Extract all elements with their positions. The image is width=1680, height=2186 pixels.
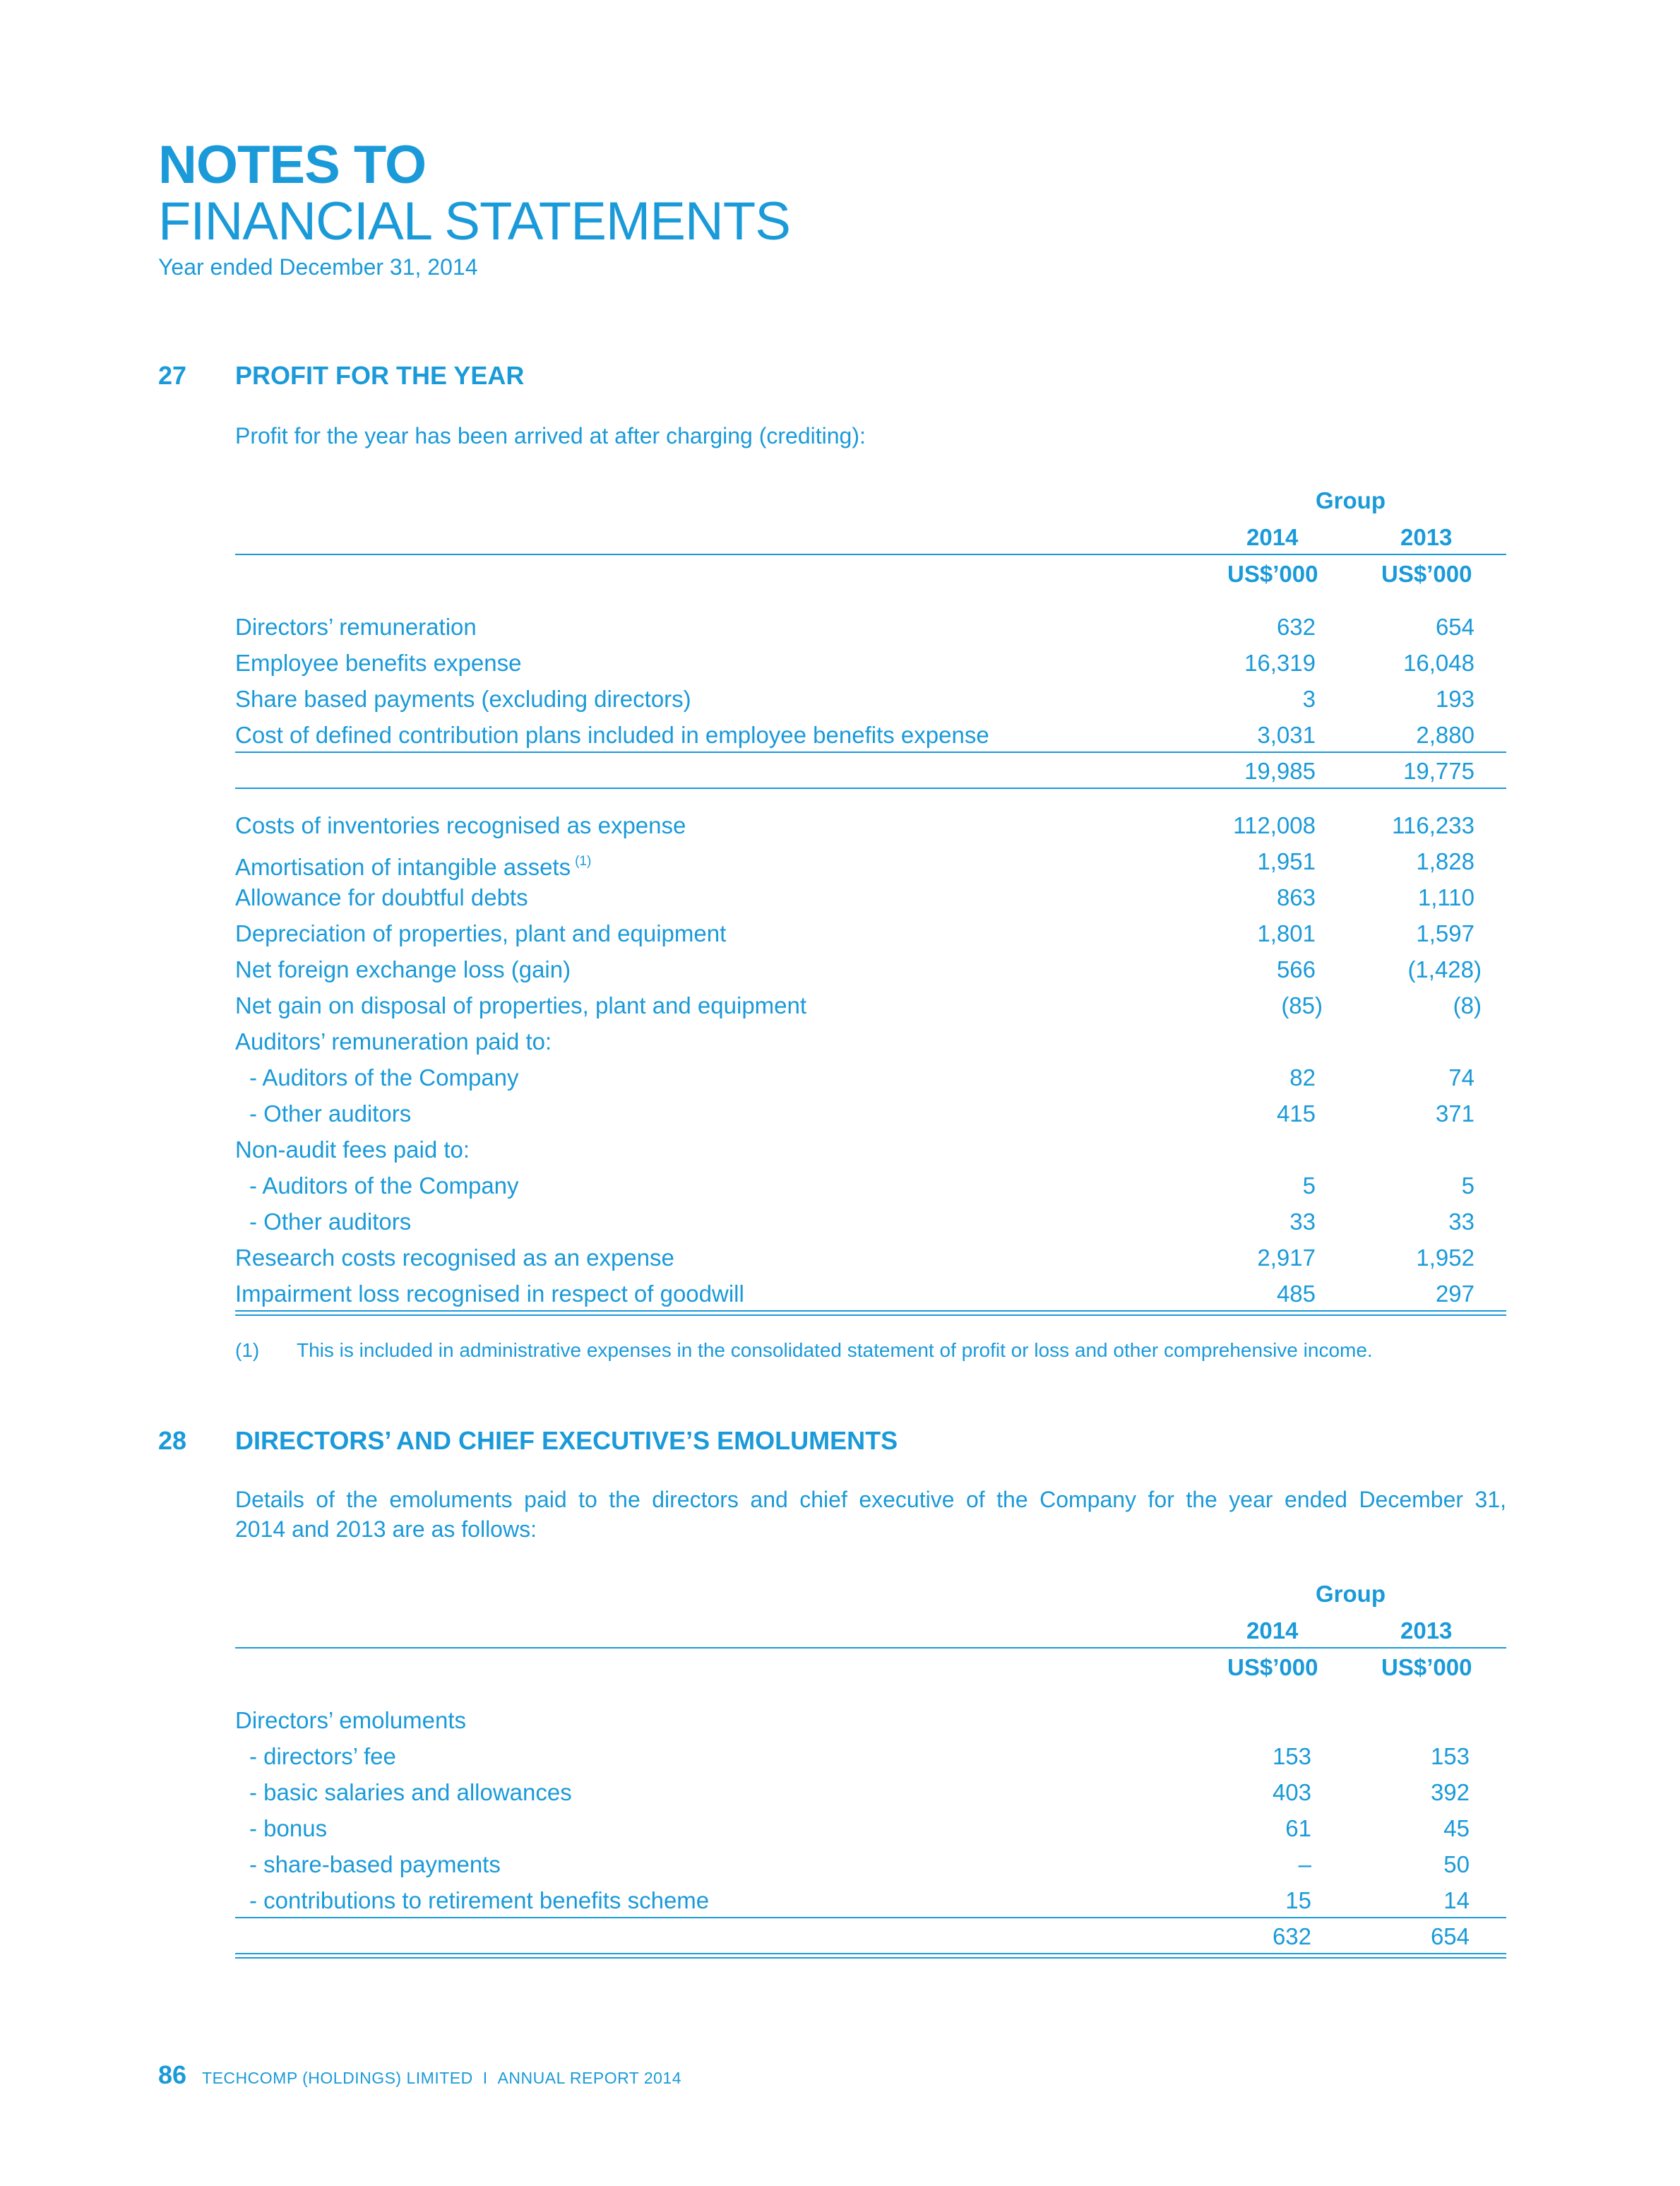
table-row bbox=[235, 1774, 1506, 1810]
value-2013: 153 bbox=[1430, 1743, 1470, 1769]
value-2013: 1,110 bbox=[1417, 884, 1475, 910]
row-label bbox=[235, 879, 528, 915]
total-rule-1 bbox=[235, 1310, 1506, 1312]
value-2014: 632 bbox=[1276, 614, 1316, 640]
row-label-text: Depreciation of properties, plant and equipment bbox=[235, 920, 727, 946]
table-row bbox=[235, 1204, 1506, 1240]
row-label bbox=[235, 807, 686, 843]
value-2013: 2,880 bbox=[1416, 722, 1475, 748]
row-label-text: - Auditors of the Company bbox=[249, 1172, 519, 1199]
row-label bbox=[235, 1131, 470, 1168]
section-27-number: 27 bbox=[158, 361, 187, 390]
value-2013: 1,828 bbox=[1416, 848, 1475, 874]
row-label-text: - contributions to retirement benefits scheme bbox=[249, 1887, 710, 1913]
table-row bbox=[235, 1702, 1506, 1738]
row-label-text: Non-audit fees paid to: bbox=[235, 1136, 470, 1163]
value-2013: 19,775 bbox=[1403, 758, 1475, 784]
row-label-text: Costs of inventories recognised as expense bbox=[235, 812, 686, 838]
row-label-text: Net foreign exchange loss (gain) bbox=[235, 956, 571, 982]
total-rule-2 bbox=[235, 1957, 1506, 1959]
row-label-text: - Other auditors bbox=[249, 1208, 412, 1235]
value-2014: 1,801 bbox=[1257, 920, 1316, 946]
row-label-text: Net gain on disposal of properties, plant and equipment bbox=[235, 992, 807, 1018]
header-rule bbox=[235, 1647, 1506, 1649]
table-row bbox=[235, 915, 1506, 951]
header-title-bold: NOTES TO bbox=[158, 135, 427, 195]
value-2013: (8) bbox=[1453, 992, 1482, 1018]
section-28-title: DIRECTORS’ AND CHIEF EXECUTIVE’S EMOLUMENTS bbox=[235, 1426, 898, 1455]
value-2014: 3,031 bbox=[1257, 722, 1316, 748]
row-label-text: Directors’ emoluments bbox=[235, 1707, 467, 1733]
value-2014: 566 bbox=[1276, 956, 1316, 982]
table-row bbox=[235, 1240, 1506, 1276]
table-row bbox=[235, 1023, 1506, 1059]
table-row bbox=[235, 1810, 1506, 1846]
table-row bbox=[235, 681, 1506, 717]
row-label-text: Employee benefits expense bbox=[235, 650, 522, 676]
table-row bbox=[235, 717, 1506, 753]
table-row bbox=[235, 1882, 1506, 1918]
value-2014: 1,951 bbox=[1257, 848, 1316, 874]
value-2014: 632 bbox=[1272, 1923, 1311, 1949]
section-28-intro-line1: Details of the emoluments paid to the directors and chief executive of the Company for the year ended December 31, bbox=[235, 1487, 1506, 1512]
value-2013: 50 bbox=[1443, 1851, 1470, 1877]
row-label bbox=[249, 1774, 572, 1810]
header-subtitle: Year ended December 31, 2014 bbox=[158, 254, 478, 280]
row-label bbox=[235, 645, 521, 681]
year-2013-header: 2013 bbox=[1400, 1617, 1453, 1644]
value-2013: 45 bbox=[1443, 1815, 1470, 1841]
table-row bbox=[235, 1276, 1506, 1312]
value-2014: 5 bbox=[1302, 1172, 1316, 1199]
row-label-text: Research costs recognised as an expense bbox=[235, 1245, 674, 1271]
value-2014: 485 bbox=[1276, 1281, 1316, 1307]
row-label-text: Impairment loss recognised in respect of goodwill bbox=[235, 1281, 744, 1307]
value-2013: 116,233 bbox=[1392, 812, 1475, 838]
table-row bbox=[235, 1168, 1506, 1204]
value-2014: 112,008 bbox=[1233, 812, 1316, 838]
value-2014: 61 bbox=[1285, 1815, 1311, 1841]
group-header: Group bbox=[1316, 1581, 1386, 1607]
value-2013: 193 bbox=[1435, 686, 1475, 712]
table-row bbox=[235, 1059, 1506, 1095]
table-row bbox=[235, 609, 1506, 645]
footer-report: ANNUAL REPORT 2014 bbox=[497, 2069, 681, 2087]
value-2014: 3 bbox=[1302, 686, 1316, 712]
value-2014: 153 bbox=[1272, 1743, 1311, 1769]
footnote-text: This is included in administrative expenses in the consolidated statement of profit or loss and other comprehensive income. bbox=[297, 1339, 1373, 1361]
value-2014: 863 bbox=[1276, 884, 1316, 910]
value-2013: (1,428) bbox=[1407, 956, 1482, 982]
value-2013: 654 bbox=[1435, 614, 1475, 640]
table-row bbox=[235, 645, 1506, 681]
table-row bbox=[235, 879, 1506, 915]
row-label bbox=[235, 717, 989, 753]
row-label-text: - bonus bbox=[249, 1815, 328, 1841]
section-27-title: PROFIT FOR THE YEAR bbox=[235, 361, 525, 390]
value-2014: 16,319 bbox=[1244, 650, 1316, 676]
value-2013: 14 bbox=[1443, 1887, 1470, 1913]
value-2013: 5 bbox=[1461, 1172, 1475, 1199]
footnote-marker: (1) bbox=[235, 1339, 260, 1361]
row-label bbox=[249, 1846, 501, 1882]
header-title-light: FINANCIAL STATEMENTS bbox=[158, 191, 790, 251]
total-row bbox=[235, 1918, 1506, 1954]
value-2014: 15 bbox=[1285, 1887, 1311, 1913]
row-label bbox=[235, 915, 726, 951]
value-2013: 297 bbox=[1435, 1281, 1475, 1307]
value-2014: 415 bbox=[1276, 1100, 1316, 1127]
footer-separator: I bbox=[482, 2069, 488, 2087]
row-label bbox=[249, 1882, 709, 1918]
section-28-number: 28 bbox=[158, 1426, 187, 1455]
row-label-text: Directors’ remuneration bbox=[235, 614, 477, 640]
row-label bbox=[235, 1702, 466, 1738]
section-27-intro: Profit for the year has been arrived at after charging (crediting): bbox=[235, 423, 866, 449]
table-row bbox=[235, 951, 1506, 987]
row-label-text: - basic salaries and allowances bbox=[249, 1779, 572, 1805]
row-label-text: Cost of defined contribution plans included in employee benefits expense bbox=[235, 722, 989, 748]
row-label bbox=[235, 681, 691, 717]
row-label bbox=[235, 987, 806, 1023]
row-label bbox=[249, 1168, 519, 1204]
unit-2013-header: US$’000 bbox=[1381, 1654, 1472, 1680]
unit-2014-header: US$’000 bbox=[1227, 561, 1318, 587]
row-label bbox=[235, 1240, 674, 1276]
value-2013: 371 bbox=[1435, 1100, 1475, 1127]
section-28-intro-line2: 2014 and 2013 are as follows: bbox=[235, 1516, 537, 1542]
group-header: Group bbox=[1316, 487, 1386, 513]
row-label-text: Share based payments (excluding directors) bbox=[235, 686, 691, 712]
value-2014: 2,917 bbox=[1257, 1245, 1316, 1271]
page-footer bbox=[158, 2062, 681, 2088]
value-2013: 1,952 bbox=[1416, 1245, 1475, 1271]
row-label bbox=[249, 1059, 519, 1095]
table-row bbox=[235, 1846, 1506, 1882]
year-2014-header: 2014 bbox=[1246, 1617, 1299, 1644]
table-row bbox=[235, 1738, 1506, 1774]
row-label-text: Allowance for doubtful debts bbox=[235, 884, 528, 910]
footer-company: TECHCOMP (HOLDINGS) LIMITED bbox=[202, 2069, 473, 2087]
row-label bbox=[235, 951, 571, 987]
year-2013-header: 2013 bbox=[1400, 524, 1453, 550]
subtotal-row bbox=[235, 753, 1506, 789]
table-row bbox=[235, 807, 1506, 843]
value-2013: 74 bbox=[1448, 1064, 1475, 1091]
row-label bbox=[249, 1204, 411, 1240]
total-rule-2 bbox=[235, 1314, 1506, 1316]
row-label-text: - Other auditors bbox=[249, 1100, 412, 1127]
row-label-text: - share-based payments bbox=[249, 1851, 501, 1877]
row-label bbox=[249, 1738, 396, 1774]
unit-2014-header: US$’000 bbox=[1227, 1654, 1318, 1680]
subtotal-rule-bottom bbox=[235, 788, 1506, 789]
row-label-text: Auditors’ remuneration paid to: bbox=[235, 1028, 552, 1055]
row-label bbox=[235, 609, 477, 645]
row-label bbox=[235, 1276, 744, 1312]
value-2014: 33 bbox=[1289, 1208, 1316, 1235]
unit-2013-header: US$’000 bbox=[1381, 561, 1472, 587]
value-2013: 392 bbox=[1430, 1779, 1470, 1805]
value-2013: 33 bbox=[1448, 1208, 1475, 1235]
row-label bbox=[249, 1095, 411, 1131]
table-row bbox=[235, 843, 1506, 879]
value-2014: – bbox=[1298, 1851, 1311, 1877]
row-label-text: - Auditors of the Company bbox=[249, 1064, 519, 1091]
page-number: 86 bbox=[158, 2060, 187, 2089]
value-2014: (85) bbox=[1281, 992, 1323, 1018]
table-row bbox=[235, 1095, 1506, 1131]
value-2013: 16,048 bbox=[1403, 650, 1475, 676]
row-label bbox=[249, 1810, 327, 1846]
row-label-text: - directors’ fee bbox=[249, 1743, 396, 1769]
value-2014: 403 bbox=[1272, 1779, 1311, 1805]
table-row bbox=[235, 987, 1506, 1023]
row-label bbox=[235, 1023, 552, 1059]
row-label-text: Amortisation of intangible assets bbox=[235, 854, 571, 880]
year-2014-header: 2014 bbox=[1246, 524, 1299, 550]
value-2014: 19,985 bbox=[1244, 758, 1316, 784]
table-row bbox=[235, 1131, 1506, 1168]
total-rule-1 bbox=[235, 1953, 1506, 1954]
value-2014: 82 bbox=[1289, 1064, 1316, 1091]
value-2013: 1,597 bbox=[1416, 920, 1475, 946]
value-2013: 654 bbox=[1430, 1923, 1470, 1949]
header-rule bbox=[235, 554, 1506, 555]
footnote-reference: (1) bbox=[575, 854, 592, 869]
